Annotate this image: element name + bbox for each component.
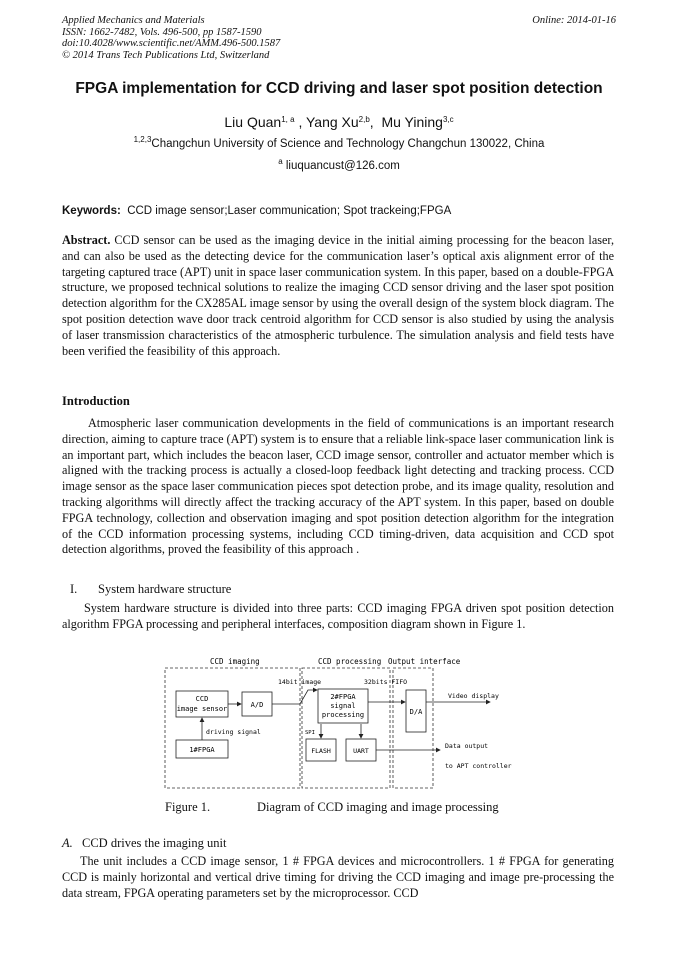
- ad-label: A/D: [250, 701, 264, 709]
- ccd-sensor-label: CCD: [195, 695, 209, 703]
- journal-name: Applied Mechanics and Materials: [62, 15, 205, 26]
- author-affil-mark: 3,c: [442, 115, 454, 124]
- video-display-label: Video display: [448, 692, 499, 700]
- introduction-text: Atmospheric laser communication developments in the field of communications is an important research direction, aiming to capture trace (APT) system is to ensure that a reliable link-space laser communication link is an important part, which includes the beacon laser, CCD image sensor, controller and actuator member which is aligned with the tracking process is actually a closed-loop feedback light detecting and tracking process. CCD image sensor as the space laser communication pieces spot detection probe, and its image quality, resolution and tracking algorithms will directly affect the tracking accuracy of the APT system. In this paper, based on double FPGA technology, collection and observation imaging and spot position detection algorithm for the integration of the CCD information processing systems, including CCD timing-driven, data acquisition and CCD spot detection algorithms, proved the feasibility of this approach .: [62, 416, 614, 557]
- label-output-interface: Output interface: [388, 657, 461, 666]
- abstract-text: CCD sensor can be used as the imaging device in the initial aiming processing for the beacon laser, and can also be used as the detecting device for the communication laser’s optical axis alignment error of the targeting captured trace (APT) unit in space laser communication system. In this paper, based on a double-FPGA structure, we proposed technical solutions to realize the imaging CCD sensor driving and the laser spot position detection algorithm for the CX285AL image sensor by using the overall design of the system block diagram. The spot position detection wave door track centroid algorithm for CCD sensor is also studied by using the analysis of laser transmission characteristics of the atmospheric turbulence. The simulation analysis and field tests have been verified the feasibility of this approach.: [62, 233, 614, 358]
- apt-controller-label: to APT controller: [445, 762, 512, 770]
- email-address[interactable]: liuquancust@126.com: [285, 160, 400, 172]
- figure-label: Figure 1.: [165, 800, 211, 814]
- fifo-label: 32bits FIFO: [364, 678, 408, 686]
- image-bits-label: 14bit image: [278, 678, 322, 686]
- author-name: Liu Quan: [224, 114, 282, 130]
- subsection-heading: [62, 836, 226, 851]
- introduction-heading: Introduction: [62, 394, 130, 408]
- figure-caption: [160, 800, 520, 815]
- keywords-label: Keywords:: [62, 205, 121, 217]
- paper-title: FPGA implementation for CCD driving and laser spot position detection: [75, 80, 603, 97]
- section-text: System hardware structure is divided into three parts: CCD imaging FPGA driven spot position detection algorithm FPGA processing and peripheral interfaces, composition diagram shown in Figure 1.: [62, 601, 614, 631]
- section-heading: [70, 582, 231, 597]
- keywords-text: CCD image sensor;Laser communication; Spot trackeing;FPGA: [127, 205, 452, 217]
- author-name: Mu Yining: [381, 114, 443, 130]
- affiliation-mark: 1,2,3: [133, 135, 152, 144]
- online-date: Online: 2014-01-16: [532, 15, 616, 26]
- affiliation: [0, 135, 678, 150]
- fpga1-label: 1#FPGA: [189, 746, 215, 754]
- subsection-title: CCD drives the imaging unit: [82, 836, 227, 850]
- fpga2-label: 2#FPGA: [330, 693, 356, 701]
- arrow-ad-fpga2: [272, 690, 317, 704]
- uart-label: UART: [353, 747, 369, 755]
- section-title: System hardware structure: [98, 582, 232, 596]
- ccd-processing-group: [302, 668, 390, 788]
- data-output-label: Data output: [445, 742, 489, 750]
- issn-line: ISSN: 1662-7482, Vols. 496-500, pp 1587-1590: [62, 26, 262, 38]
- ccd-sensor-sublabel: image sensor: [176, 705, 228, 713]
- label-ccd-imaging: CCD imaging: [210, 657, 260, 666]
- author-affil-mark: 1, a: [281, 115, 295, 124]
- fpga2-sublabel-2: processing: [321, 711, 365, 719]
- email-mark: a: [278, 157, 283, 166]
- author-affil-mark: 2,b: [358, 115, 370, 124]
- doi-line: doi:10.4028/www.scientific.net/AMM.496-500.1587: [62, 38, 281, 49]
- figure-caption-text: Diagram of CCD imaging and image processing: [257, 800, 499, 814]
- abstract: [62, 233, 614, 359]
- fpga2-sublabel: signal: [330, 702, 356, 710]
- author-list: Liu Quan$^{1, a}$ , Yang Xu$^{2,b}$, Mu Yining$^{3,c}$: [224, 114, 454, 130]
- email: [0, 157, 678, 172]
- driving-signal-label: driving signal: [206, 728, 261, 736]
- section-number: I.: [70, 582, 78, 596]
- affiliation-text: Changchun University of Science and Technology Changchun 130022, China: [151, 138, 545, 150]
- subsection-letter: A.: [62, 836, 73, 850]
- copyright-line: © 2014 Trans Tech Publications Ltd, Switzerland: [62, 49, 270, 61]
- system-diagram: [160, 654, 520, 794]
- journal-header: [62, 15, 280, 61]
- abstract-label: Abstract.: [62, 233, 111, 247]
- spi-label: SPI: [305, 730, 315, 736]
- flash-label: FLASH: [311, 747, 331, 755]
- label-ccd-processing: CCD processing: [318, 657, 382, 666]
- keywords: [62, 205, 622, 217]
- da-label: D/A: [409, 708, 423, 716]
- subsection-text: The unit includes a CCD image sensor, 1 # FPGA devices and microcontrollers. 1 # FPGA for generating CCD is mainly horizontal and vertical drive timing for driving the CCD imaging and image pre-processing the data stream, FPGA operating parameters set by the microprocessor. CCD: [62, 854, 614, 900]
- author-name: Yang Xu: [305, 114, 359, 130]
